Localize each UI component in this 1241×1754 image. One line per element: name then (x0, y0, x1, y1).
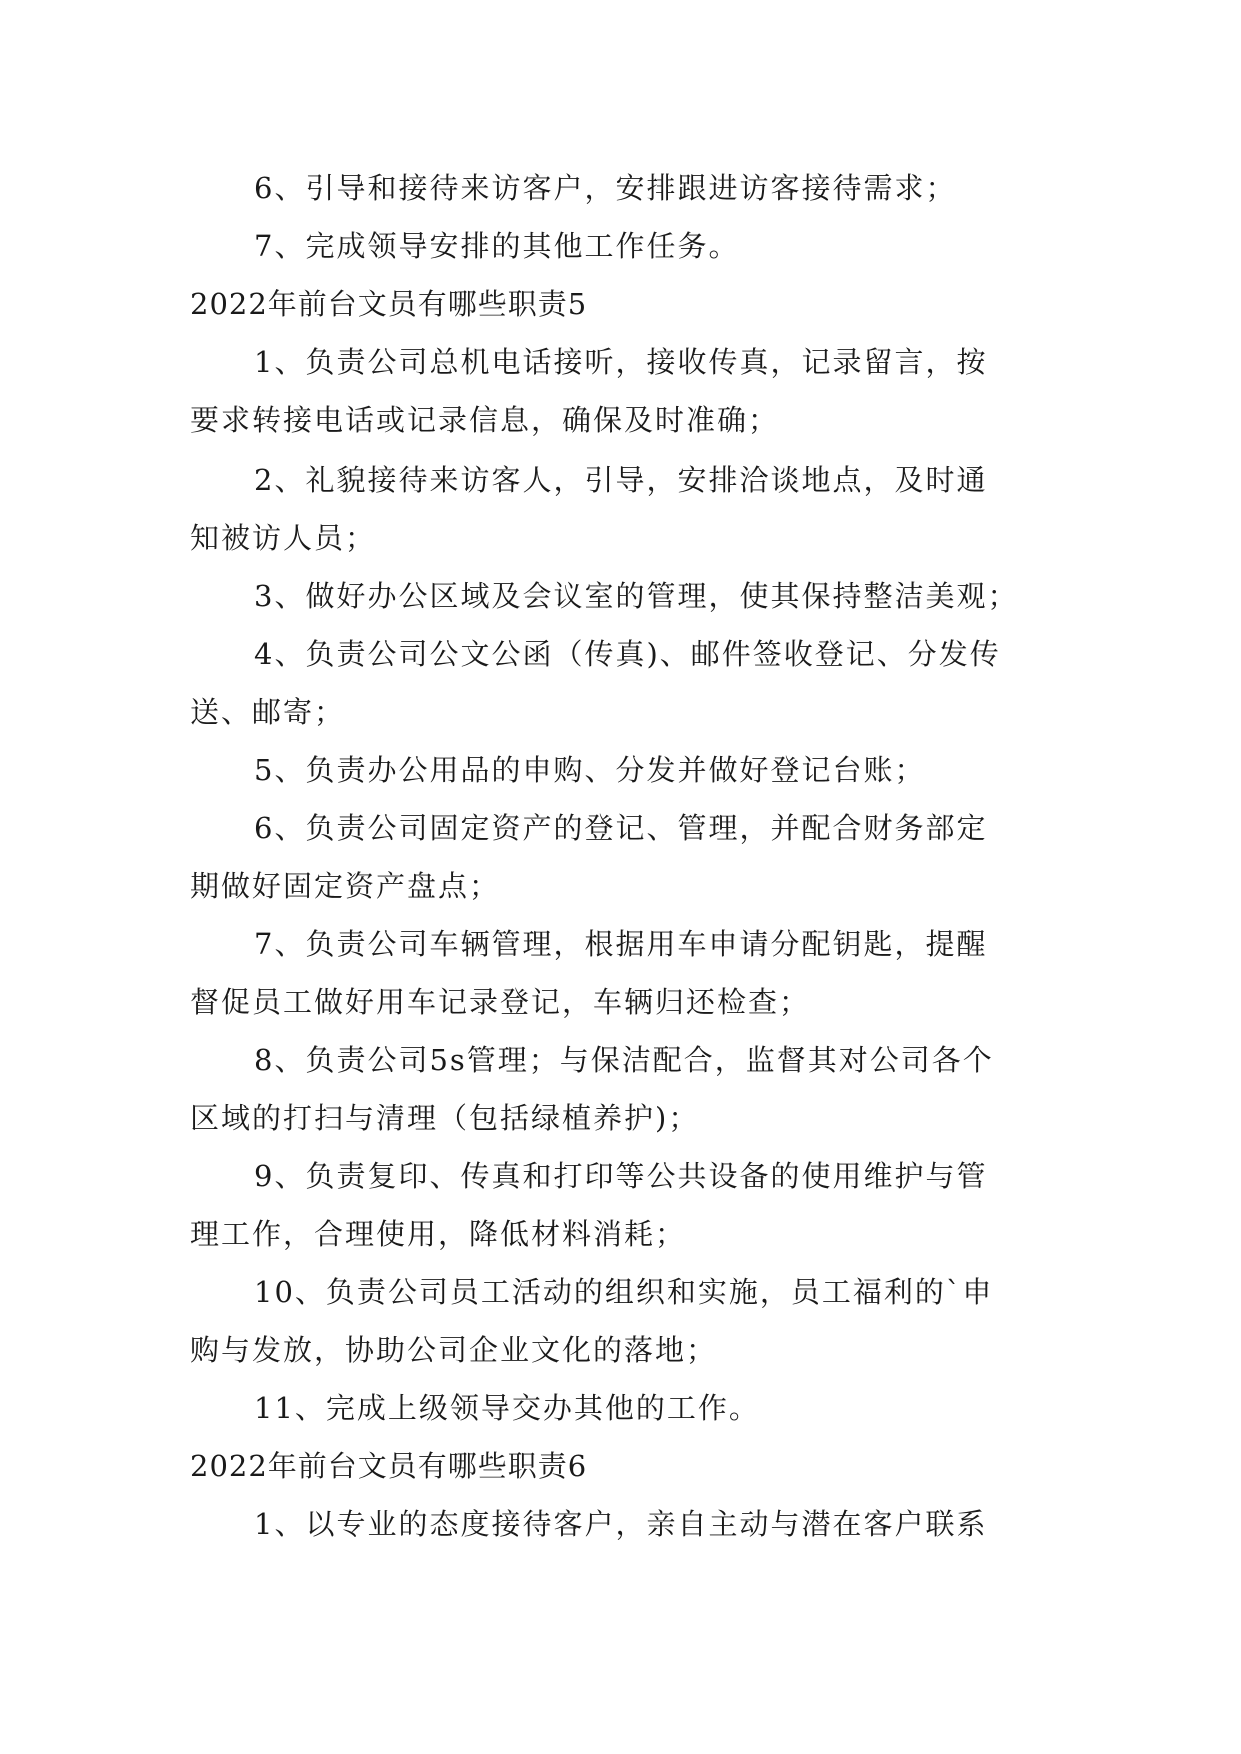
paragraph-line: 7、负责公司车辆管理，根据用车申请分配钥匙，提醒 (254, 927, 988, 961)
paragraph-line: 1、负责公司总机电话接听，接收传真，记录留言，按 (254, 345, 988, 379)
section-heading: 2022年前台文员有哪些职责6 (190, 1449, 588, 1483)
paragraph-line: 9、负责复印、传真和打印等公共设备的使用维护与管 (254, 1159, 988, 1193)
paragraph-line: 要求转接电话或记录信息，确保及时准确； (190, 403, 780, 437)
paragraph-line: 8、负责公司5s管理；与保洁配合，监督其对公司各个 (254, 1043, 994, 1077)
paragraph-line: 3、做好办公区域及会议室的管理，使其保持整洁美观； (254, 579, 1019, 613)
section-heading: 2022年前台文员有哪些职责5 (190, 287, 588, 321)
paragraph-line: 知被访人员； (190, 521, 377, 555)
paragraph-line: 督促员工做好用车记录登记，车辆归还检查； (190, 985, 811, 1019)
paragraph-line: 7、完成领导安排的其他工作任务。 (254, 229, 740, 263)
paragraph-line: 购与发放，协助公司企业文化的落地； (190, 1333, 718, 1367)
paragraph-line: 2、礼貌接待来访客人，引导，安排洽谈地点，及时通 (254, 463, 988, 497)
paragraph-line: 期做好固定资产盘点； (190, 869, 501, 903)
paragraph-line: 送、邮寄； (190, 695, 346, 729)
paragraph-line: 6、引导和接待来访客户，安排跟进访客接待需求； (254, 171, 957, 205)
paragraph-line: 1、以专业的态度接待客户，亲自主动与潜在客户联系 (254, 1507, 988, 1541)
paragraph-line: 4、负责公司公文公函（传真)、邮件签收登记、分发传 (254, 637, 1001, 671)
paragraph-line: 理工作，合理使用，降低材料消耗； (190, 1217, 687, 1251)
paragraph-line: 11、完成上级领导交办其他的工作。 (254, 1391, 760, 1425)
paragraph-line: 6、负责公司固定资产的登记、管理，并配合财务部定 (254, 811, 988, 845)
paragraph-line: 10、负责公司员工活动的组织和实施，员工福利的`申 (254, 1275, 994, 1309)
paragraph-line: 5、负责办公用品的申购、分发并做好登记台账； (254, 753, 926, 787)
paragraph-line: 区域的打扫与清理（包括绿植养护)； (190, 1101, 700, 1135)
